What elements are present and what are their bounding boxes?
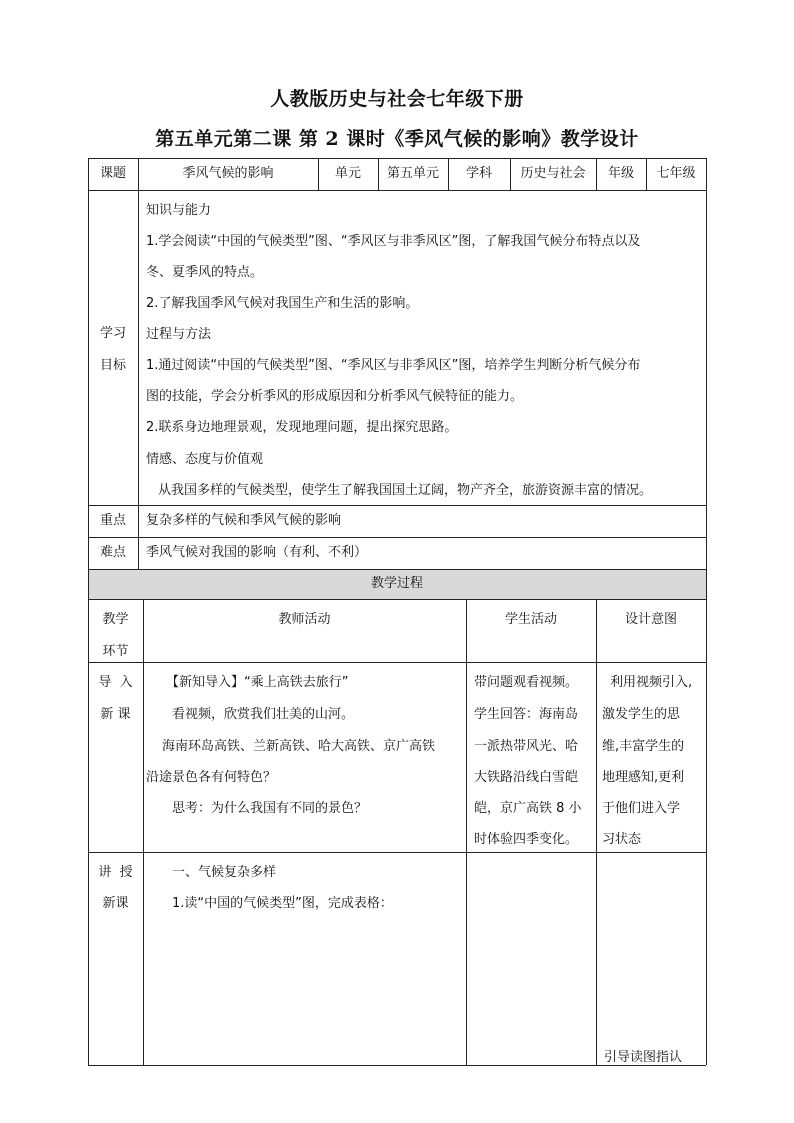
document-title: 人教版历史与社会七年级下册 (270, 88, 524, 110)
objective-line: 1.通过阅读“中国的气候类型”图、“季风区与非季风区”图，培养学生判断分析气候分布 (146, 358, 641, 373)
difficulty-label: 难点 (99, 545, 126, 560)
intro-teacher-line: 【新知导入】“乘上高铁去旅行” (166, 675, 349, 690)
intro-student-line: 时体验四季变化。 (474, 832, 579, 847)
subject-label: 学科 (465, 166, 492, 181)
col-stage-line1: 教学 (102, 612, 129, 627)
lecture-teacher-line: 一、气候复杂多样 (172, 865, 277, 880)
topic-value: 季风气候的影响 (182, 166, 274, 181)
objective-line: 冬、夏季风的特点。 (146, 265, 264, 280)
col-teacher: 教师活动 (278, 612, 331, 627)
col-student: 学生活动 (504, 612, 557, 627)
objective-line: 知识与能力 (146, 203, 212, 218)
lecture-teacher-line: 1.读“中国的气候类型”图，完成表格： (172, 896, 393, 911)
intro-teacher-line: 沿途景色各有何特色？ (146, 770, 277, 785)
subject-value: 历史与社会 (520, 166, 586, 181)
objective-line: 图的技能，学会分析季风的形成原因和分析季风气候特征的能力。 (146, 389, 524, 404)
document-subtitle: 第五单元第二课 第 2 课时《季风气候的影响》教学设计 (155, 128, 639, 150)
intro-intent-line: 地理感知,更利 (602, 770, 685, 785)
key-point-value: 复杂多样的气候和季风气候的影响 (146, 513, 342, 528)
objective-line: 情感、态度与价值观 (146, 452, 264, 467)
lecture-stage-line1: 讲 授 (98, 865, 133, 880)
objectives-label-line1: 学习 (99, 326, 126, 341)
intro-intent-line: 利用视频引入, (610, 675, 693, 690)
objective-line: 2.联系身边地理景观，发现地理问题，提出探究思路。 (146, 420, 458, 435)
intro-intent-line: 于他们进入学 (602, 801, 681, 816)
intro-intent-line: 维,丰富学生的 (602, 739, 685, 754)
key-point-label: 重点 (99, 513, 126, 528)
intro-student-line: 学生回答：海南岛 (474, 707, 579, 722)
objective-line: 从我国多样的气候类型，使学生了解我国国土辽阔，物产齐全，旅游资源丰富的情况。 (158, 483, 653, 498)
unit-value: 第五单元 (386, 166, 439, 181)
topic-label: 课题 (99, 166, 126, 181)
col-stage-line2: 环节 (102, 644, 129, 659)
intro-student-line: 带问题观看视频。 (474, 675, 579, 690)
intro-teacher-line: 思考：为什么我国有不同的景色？ (172, 801, 368, 816)
grade-label: 年级 (607, 166, 634, 181)
intro-teacher-line: 海南环岛高铁、兰新高铁、哈大高铁、京广高铁 (162, 739, 436, 754)
intro-student-line: 皑，京广高铁 8 小 (474, 801, 582, 816)
intro-teacher-line: 看视频，欣赏我们壮美的山河。 (172, 707, 355, 722)
intro-student-line: 大铁路沿线白雪皑 (474, 770, 579, 785)
intro-stage-line2: 新 课 (100, 707, 131, 722)
unit-label: 单元 (334, 166, 361, 181)
difficulty-value: 季风气候对我国的影响（有利、不利） (146, 545, 368, 560)
objective-line: 2.了解我国季风气候对我国生产和生活的影响。 (146, 296, 419, 311)
intro-stage-line1: 导 入 (98, 675, 133, 690)
lecture-stage-line2: 新课 (102, 896, 129, 911)
objectives-label-line2: 目标 (99, 358, 126, 373)
process-heading: 教学过程 (370, 576, 423, 591)
intro-student-line: 一派热带风光、哈 (474, 739, 579, 754)
intro-intent-line: 激发学生的思 (602, 707, 681, 722)
lecture-intent-bottom: 引导读图指认 (604, 1050, 683, 1065)
objective-line: 过程与方法 (146, 327, 212, 342)
intro-intent-line: 习状态 (602, 832, 642, 847)
col-intent: 设计意图 (624, 612, 677, 627)
objective-line: 1.学会阅读“中国的气候类型”图、“季风区与非季风区”图，了解我国气候分布特点以及 (146, 234, 641, 249)
grade-value: 七年级 (656, 166, 696, 181)
